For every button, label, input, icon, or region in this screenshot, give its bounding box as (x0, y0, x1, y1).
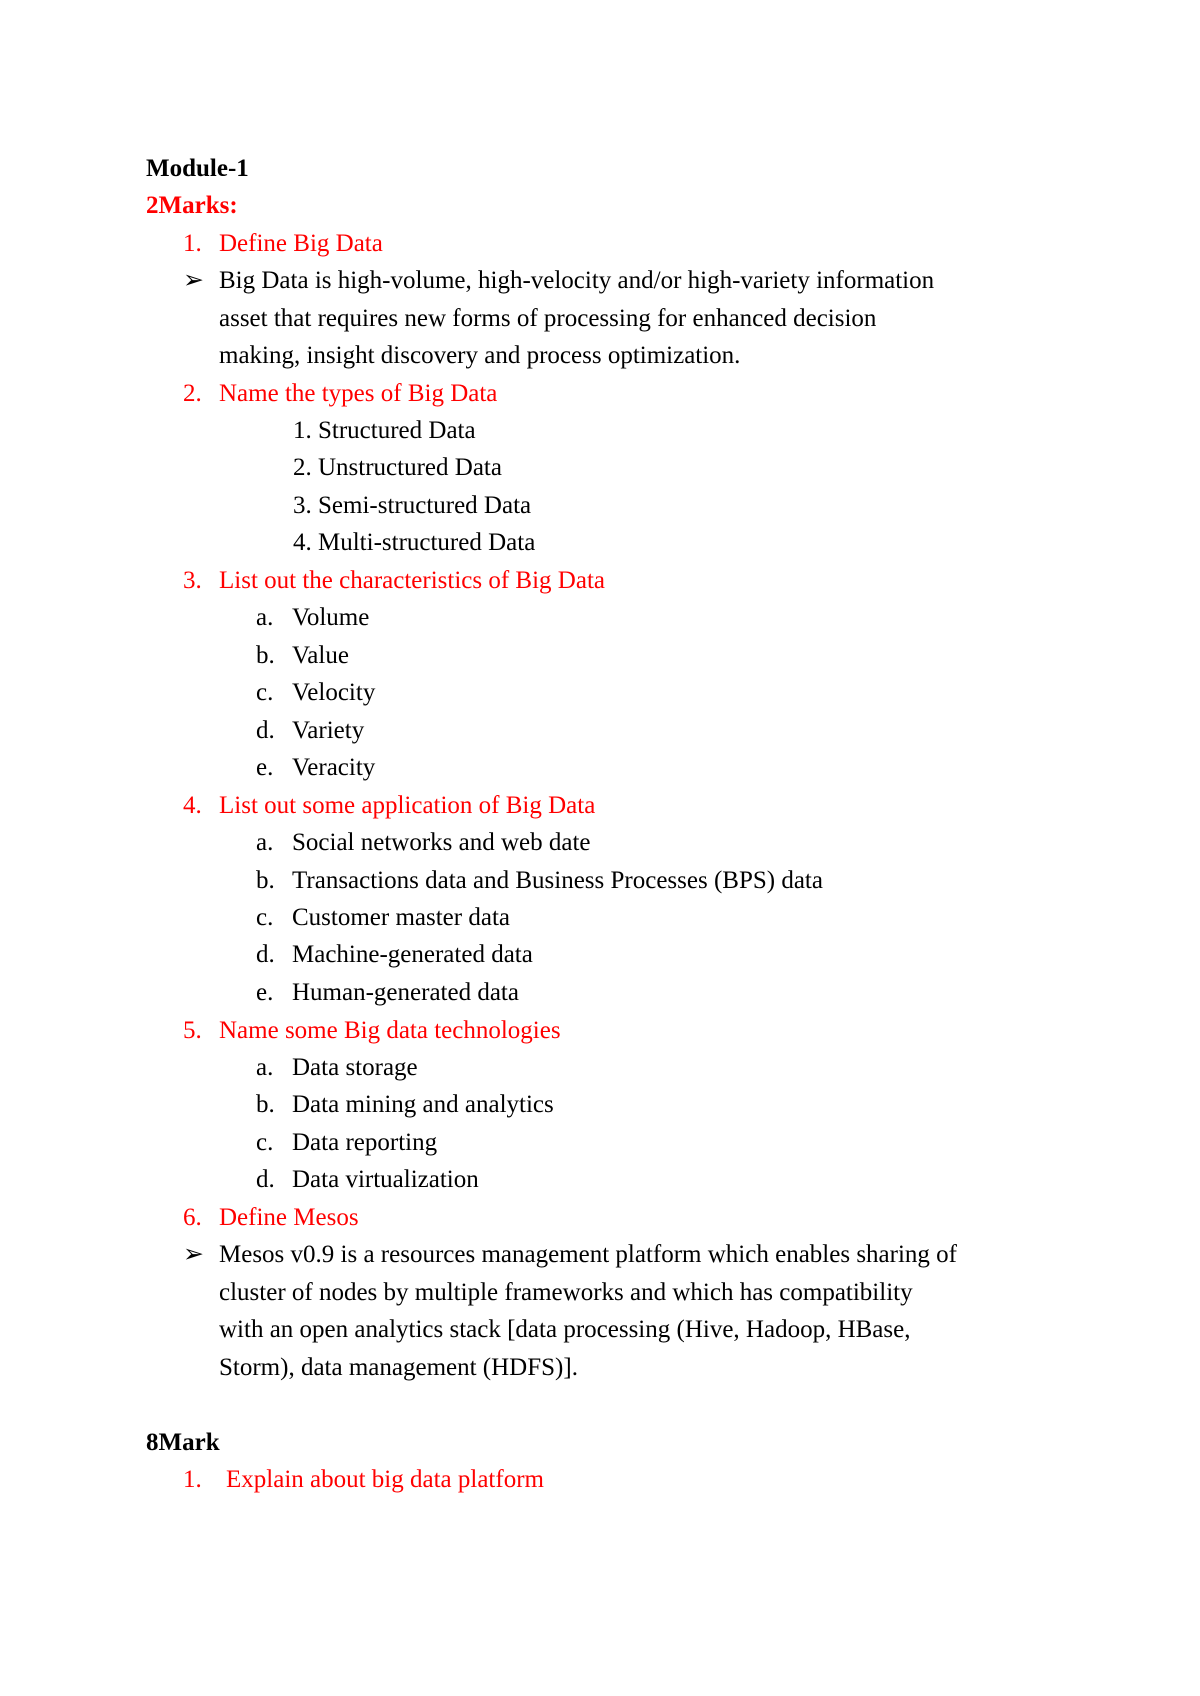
question-text: Define Mesos (219, 1204, 359, 1231)
list-letter: d. (256, 941, 275, 968)
list-item: Data reporting (292, 1129, 438, 1156)
answer-line: Big Data is high-volume, high-velocity and/or high-variety information (219, 267, 935, 294)
question-number: 6. (183, 1204, 202, 1231)
answer-item: 1. Structured Data (293, 417, 476, 444)
list-letter: a. (256, 1054, 274, 1081)
answer-item: 3. Semi-structured Data (293, 492, 532, 519)
list-letter: b. (256, 867, 275, 894)
question-number: 3. (183, 567, 202, 594)
arrow-bullet-icon: ➢ (183, 267, 204, 294)
list-letter: b. (256, 642, 275, 669)
list-item: Data storage (292, 1054, 418, 1081)
section-heading-8mark: 8Mark (146, 1429, 220, 1456)
list-letter: e. (256, 754, 274, 781)
answer-line: making, insight discovery and process optimization. (219, 342, 741, 369)
question-text: Name the types of Big Data (219, 380, 498, 407)
list-item: Data mining and analytics (292, 1091, 554, 1118)
list-item: Volume (292, 604, 370, 631)
question-number: 2. (183, 380, 202, 407)
list-item: Data virtualization (292, 1166, 479, 1193)
list-item: Transactions data and Business Processes (BPS) data (292, 867, 823, 894)
question-number: 4. (183, 792, 202, 819)
list-letter: d. (256, 1166, 275, 1193)
answer-line: Storm), data management (HDFS)]. (219, 1354, 578, 1381)
list-item: Machine-generated data (292, 941, 533, 968)
arrow-bullet-icon: ➢ (183, 1241, 204, 1268)
question-text: List out some application of Big Data (219, 792, 596, 819)
list-item: Velocity (292, 679, 376, 706)
list-item: Veracity (292, 754, 376, 781)
question-number: 1. (183, 1466, 202, 1493)
list-item: Social networks and web date (292, 829, 591, 856)
list-item: Variety (292, 717, 365, 744)
list-letter: a. (256, 604, 274, 631)
answer-item: 2. Unstructured Data (293, 454, 502, 481)
list-item: Customer master data (292, 904, 510, 931)
question-text: List out the characteristics of Big Data (219, 567, 605, 594)
answer-line: asset that requires new forms of processing for enhanced decision (219, 305, 877, 332)
list-item: Human-generated data (292, 979, 519, 1006)
list-letter: c. (256, 679, 274, 706)
question-text: Explain about big data platform (226, 1466, 544, 1493)
list-item: Value (292, 642, 349, 669)
question-text: Name some Big data technologies (219, 1017, 561, 1044)
list-letter: b. (256, 1091, 275, 1118)
answer-line: Mesos v0.9 is a resources management platform which enables sharing of (219, 1241, 957, 1268)
list-letter: c. (256, 904, 274, 931)
list-letter: a. (256, 829, 274, 856)
answer-line: with an open analytics stack [data processing (Hive, Hadoop, HBase, (219, 1316, 911, 1343)
answer-item: 4. Multi-structured Data (293, 529, 536, 556)
list-letter: e. (256, 979, 274, 1006)
question-number: 5. (183, 1017, 202, 1044)
section-heading-2marks: 2Marks: (146, 192, 238, 219)
module-title: Module-1 (146, 155, 249, 182)
answer-line: cluster of nodes by multiple frameworks and which has compatibility (219, 1279, 913, 1306)
list-letter: c. (256, 1129, 274, 1156)
list-letter: d. (256, 717, 275, 744)
question-text: Define Big Data (219, 230, 383, 257)
question-number: 1. (183, 230, 202, 257)
